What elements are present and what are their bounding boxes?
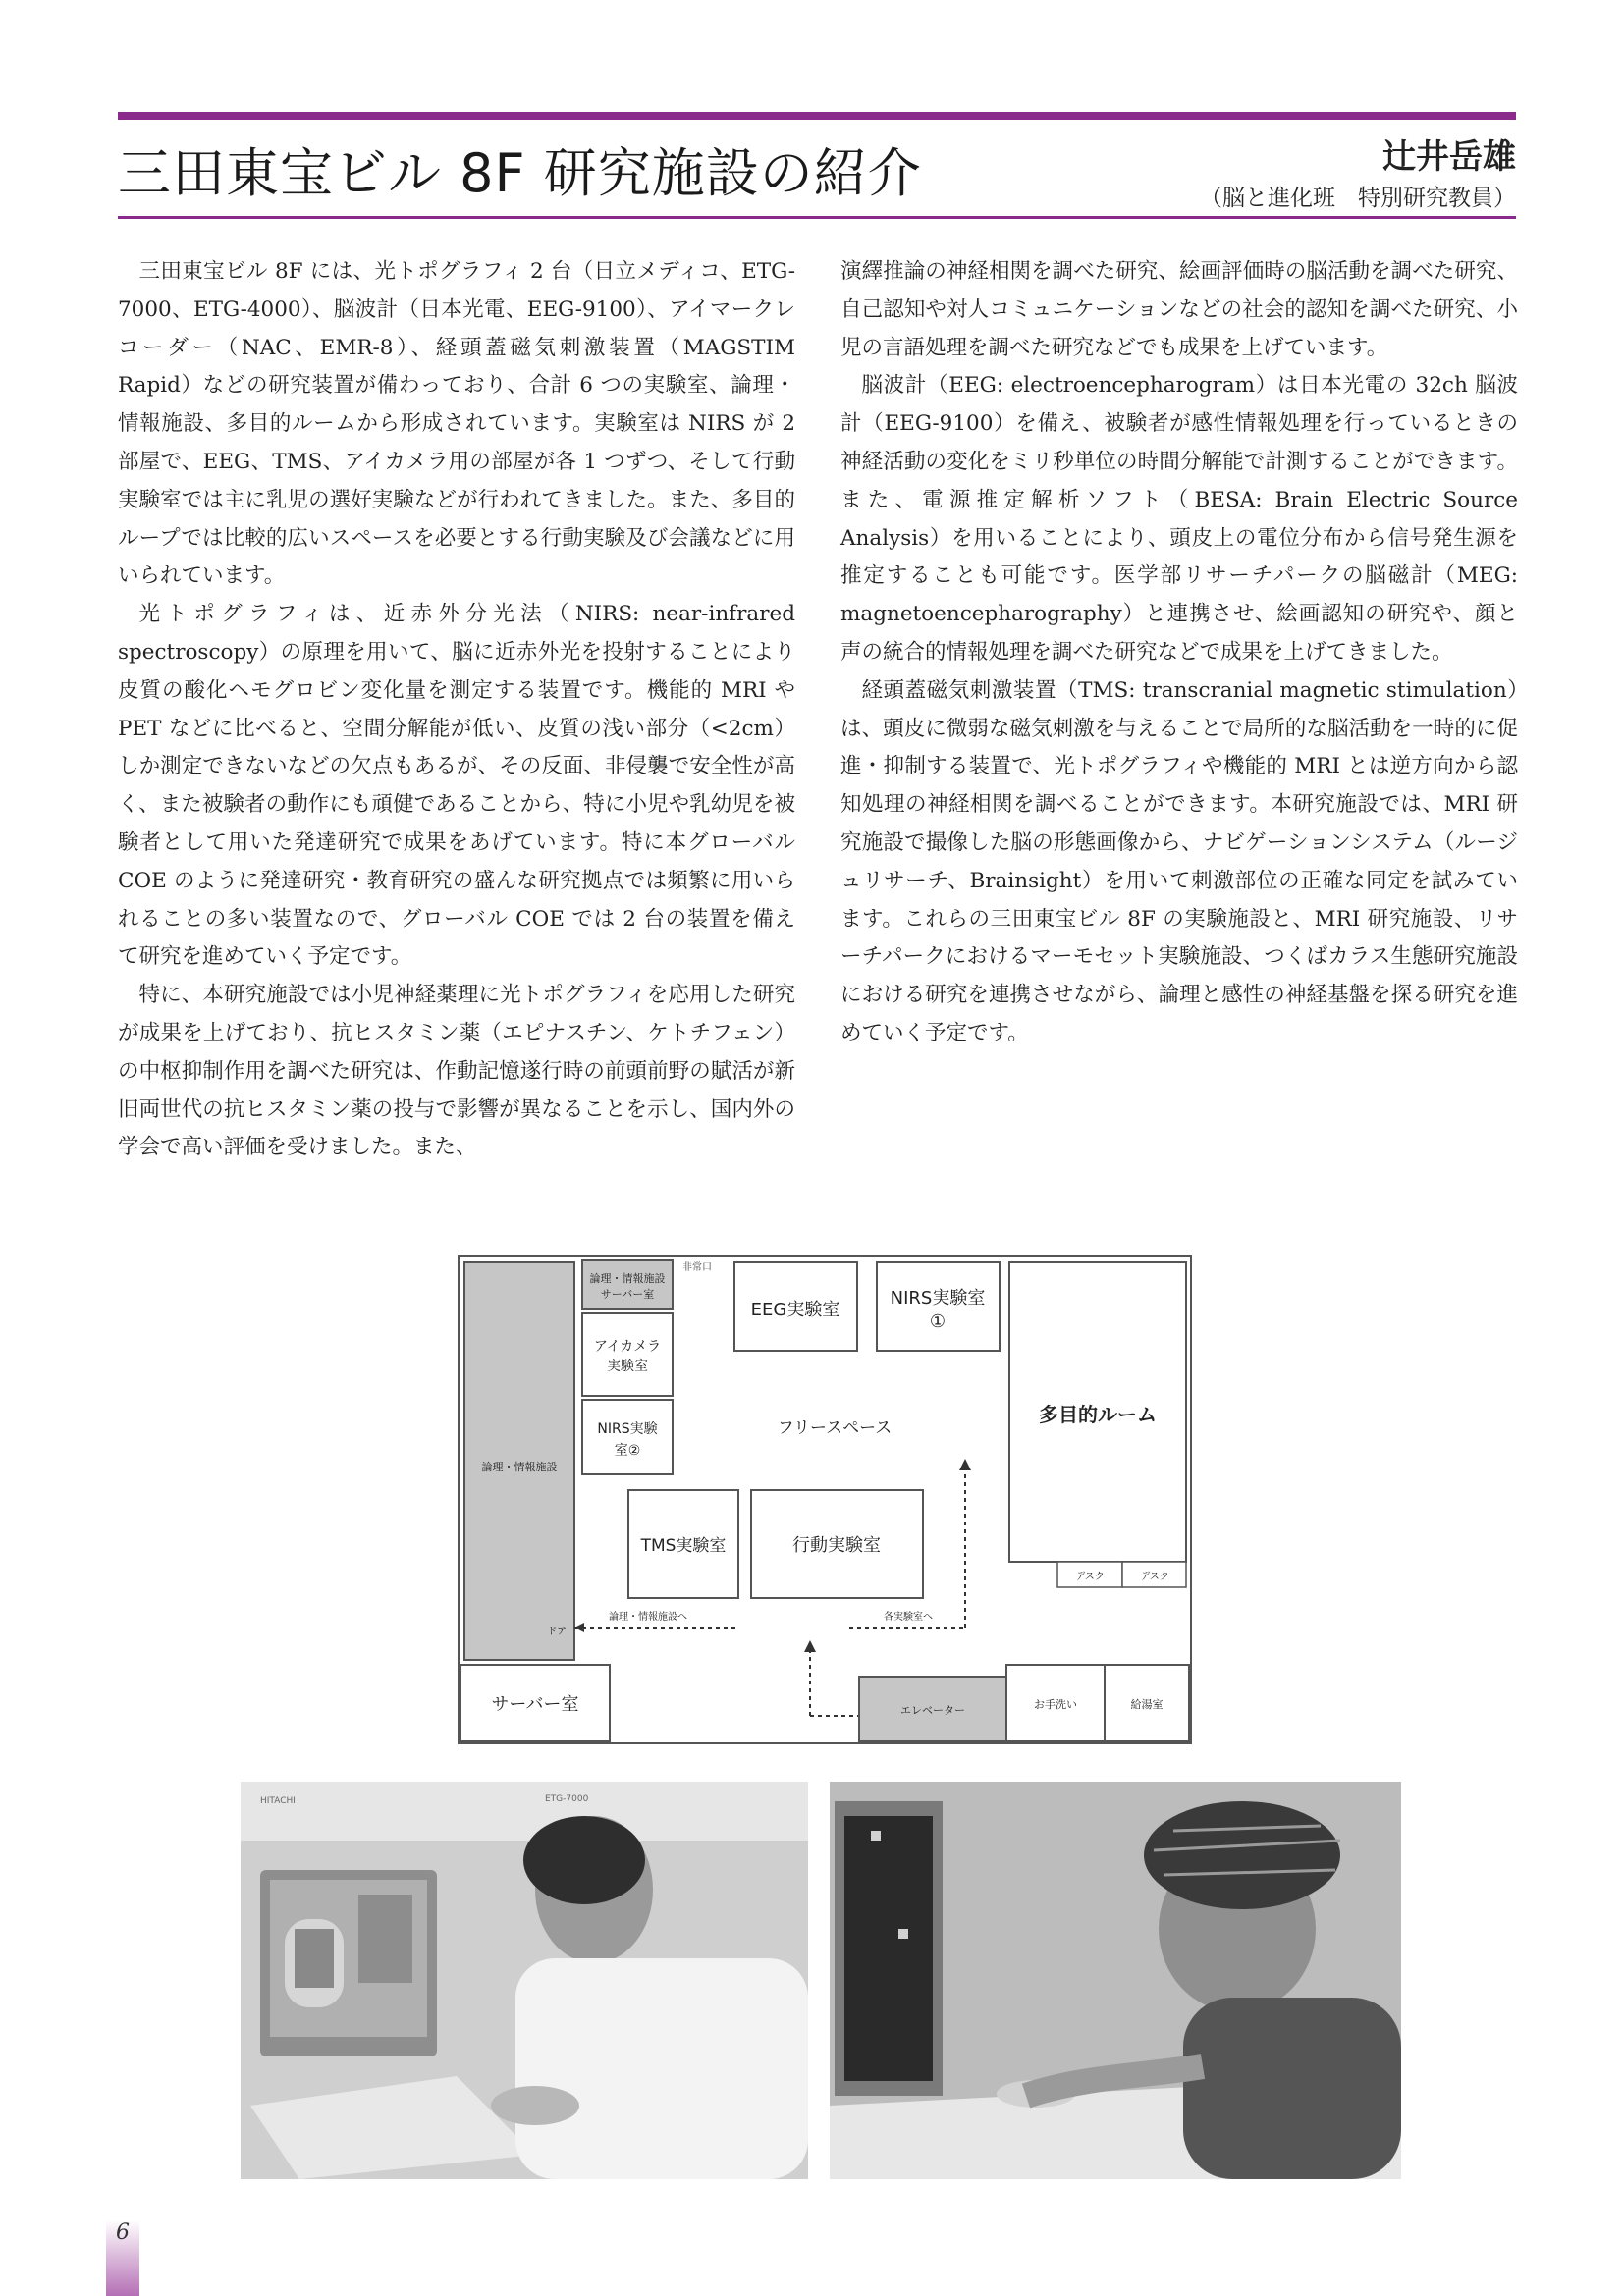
paragraph: 演繹推論の神経相関を調べた研究、絵画評価時の脳活動を調べた研究、自己認知や対人コミュニケーションなどの社会的認知を調べた研究、小児の言語処理を調べた研究などでも成果を上げています。	[840, 259, 1518, 360]
free-space-label: フリースペース	[777, 1418, 893, 1438]
svg-text:アイカメラ: アイカメラ	[593, 1339, 662, 1355]
svg-text:EEG実験室: EEG実験室	[750, 1300, 840, 1320]
author-affiliation: （脳と進化班 特別研究教員）	[1200, 186, 1516, 211]
author-block	[1200, 130, 1516, 212]
svg-text:サーバー室: サーバー室	[491, 1694, 579, 1715]
svg-text:①: ①	[929, 1311, 947, 1332]
article-column-left	[118, 253, 795, 1167]
svg-text:NIRS実験室: NIRS実験室	[890, 1288, 986, 1308]
svg-text:多目的ルーム: 多目的ルーム	[1039, 1403, 1157, 1426]
paragraph: 光トポグラフィは、近赤外分光法（NIRS: near-infrared spectroscopy）の原理を用いて、脳に近赤外光を投射することにより皮質の酸化ヘモグロビン変化量を測定する装置です。機能的 MRI や PET などに比べると、空間分解能が低い、皮質の浅い部分（<2cm）しか測定できないなどの欠点もあるが、その反面、非侵襲で安全性が高く、また被験者の動作にも頑健であることから、特に小児や乳幼児を被験者として用いた発達研究で成果をあげています。特に本グローバル COE のように発達研究・教育研究の盛んな研究拠点では頻繁に用いられることの多い装置なので、グローバル COE では 2 台の装置を備えて研究を進めていく予定です。	[118, 602, 795, 970]
emergency-exit-label: 非常口	[682, 1262, 712, 1273]
svg-text:実験室: 実験室	[607, 1359, 648, 1374]
room-logic-info-label: 論理・情報施設	[481, 1461, 558, 1473]
svg-text:デスク: デスク	[1140, 1572, 1169, 1582]
header-bottom-rule	[118, 216, 1516, 219]
paragraph: 脳波計（EEG: electroencepharogram）は日本光電の 32ch 脳波計（EEG-9100）を備え、被験者が感性情報処理を行っているときの神経活動の変化をミリ秒単位の時間分解能で計測することができます。また、電源推定解析ソフト（BESA: Brain Electric Source Analysis）を用いることにより、頭皮上の電位分布から信号発生源を推定することも可能です。医学部リサーチパークの脳磁計（MEG: magnetoencepharography）と連携させ、絵画認知の研究や、顔と声の統合的情報処理を調べた研究などで成果を上げてきました。	[840, 373, 1518, 665]
page-number: 6	[116, 2220, 130, 2245]
photo-child-with-nirs-cap	[830, 1782, 1401, 2179]
door-label: ドア	[547, 1627, 567, 1637]
svg-text:デスク: デスク	[1075, 1572, 1105, 1582]
paragraph: 経頭蓋磁気刺激装置（TMS: transcranial magnetic stimulation）は、頭皮に微弱な磁気刺激を与えることで局所的な脳活動を一時的に促進・抑制する装置で、光トポグラフィや機能的 MRI とは逆方向から認知処理の神経相関を調べることができます。本研究施設では、MRI 研究施設で撮像した脳の形態画像から、ナビゲーションシステム（ルージュリサーチ、Brainsight）を用いて刺激部位の正確な同定を試みています。これらの三田東宝ビル 8F の実験施設と、MRI 研究施設、リサーチパークにおけるマーモセット実験施設、つくばカラス生態研究施設における研究を連携させながら、論理と感性の神経基盤を探る研究を進めていく予定です。	[840, 677, 1518, 1045]
article-column-right	[840, 253, 1518, 1053]
room-logic-server	[582, 1260, 673, 1309]
page-title: 三田東宝ビル 8F 研究施設の紹介	[118, 142, 922, 204]
svg-text:給湯室: 給湯室	[1130, 1698, 1164, 1711]
svg-text:論理・情報施設へ: 論理・情報施設へ	[609, 1612, 687, 1623]
svg-text:行動実験室: 行動実験室	[792, 1535, 881, 1556]
svg-text:お手洗い: お手洗い	[1034, 1698, 1077, 1711]
photo-researcher-at-topography	[241, 1782, 808, 2179]
svg-text:TMS実験室: TMS実験室	[640, 1536, 727, 1556]
svg-text:各実験室へ: 各実験室へ	[884, 1612, 933, 1623]
svg-text:NIRS実験: NIRS実験	[597, 1421, 658, 1437]
floor-plan	[457, 1255, 1195, 1745]
paragraph: 三田東宝ビル 8F には、光トポグラフィ 2 台（日立メディコ、ETG-7000、ETG-4000）、脳波計（日本光電、EEG-9100）、アイマークレコーダー（NAC、EMR-8）、経頭蓋磁気刺激装置（MAGSTIM Rapid）などの研究装置が備わっており、合計 6 つの実験室、論理・情報施設、多目的ルームから形成されています。実験室は NIRS が 2 部屋で、EEG、TMS、アイカメラ用の部屋が各 1 つずつ、そして行動実験室では主に乳児の選好実験などが行われてきました。また、多目的ループでは比較的広いスペースを必要とする行動実験及び会議などに用いられています。	[118, 259, 795, 589]
paragraph: 特に、本研究施設では小児神経薬理に光トポグラフィを応用した研究が成果を上げており、抗ヒスタミン薬（エピナスチン、ケトチフェン）の中枢抑制作用を調べた研究は、作動記憶遂行時の前頭前野の賦活が新旧両世代の抗ヒスタミン薬の投与で影響が異なることを示し、国内外の学会で高い評価を受けました。また、	[118, 983, 795, 1160]
author-name: 辻井岳雄	[1382, 137, 1516, 177]
room-eye-camera	[582, 1313, 673, 1396]
device-model-label: ETG-7000	[545, 1794, 589, 1804]
svg-text:エレベーター: エレベーター	[900, 1704, 965, 1717]
svg-text:サーバー室: サーバー室	[600, 1288, 655, 1301]
svg-text:論理・情報施設: 論理・情報施設	[589, 1272, 666, 1285]
header-top-rule	[118, 112, 1516, 120]
svg-text:室②: 室②	[614, 1443, 641, 1459]
room-nirs-2	[582, 1400, 673, 1474]
device-brand-label: HITACHI	[260, 1796, 296, 1806]
